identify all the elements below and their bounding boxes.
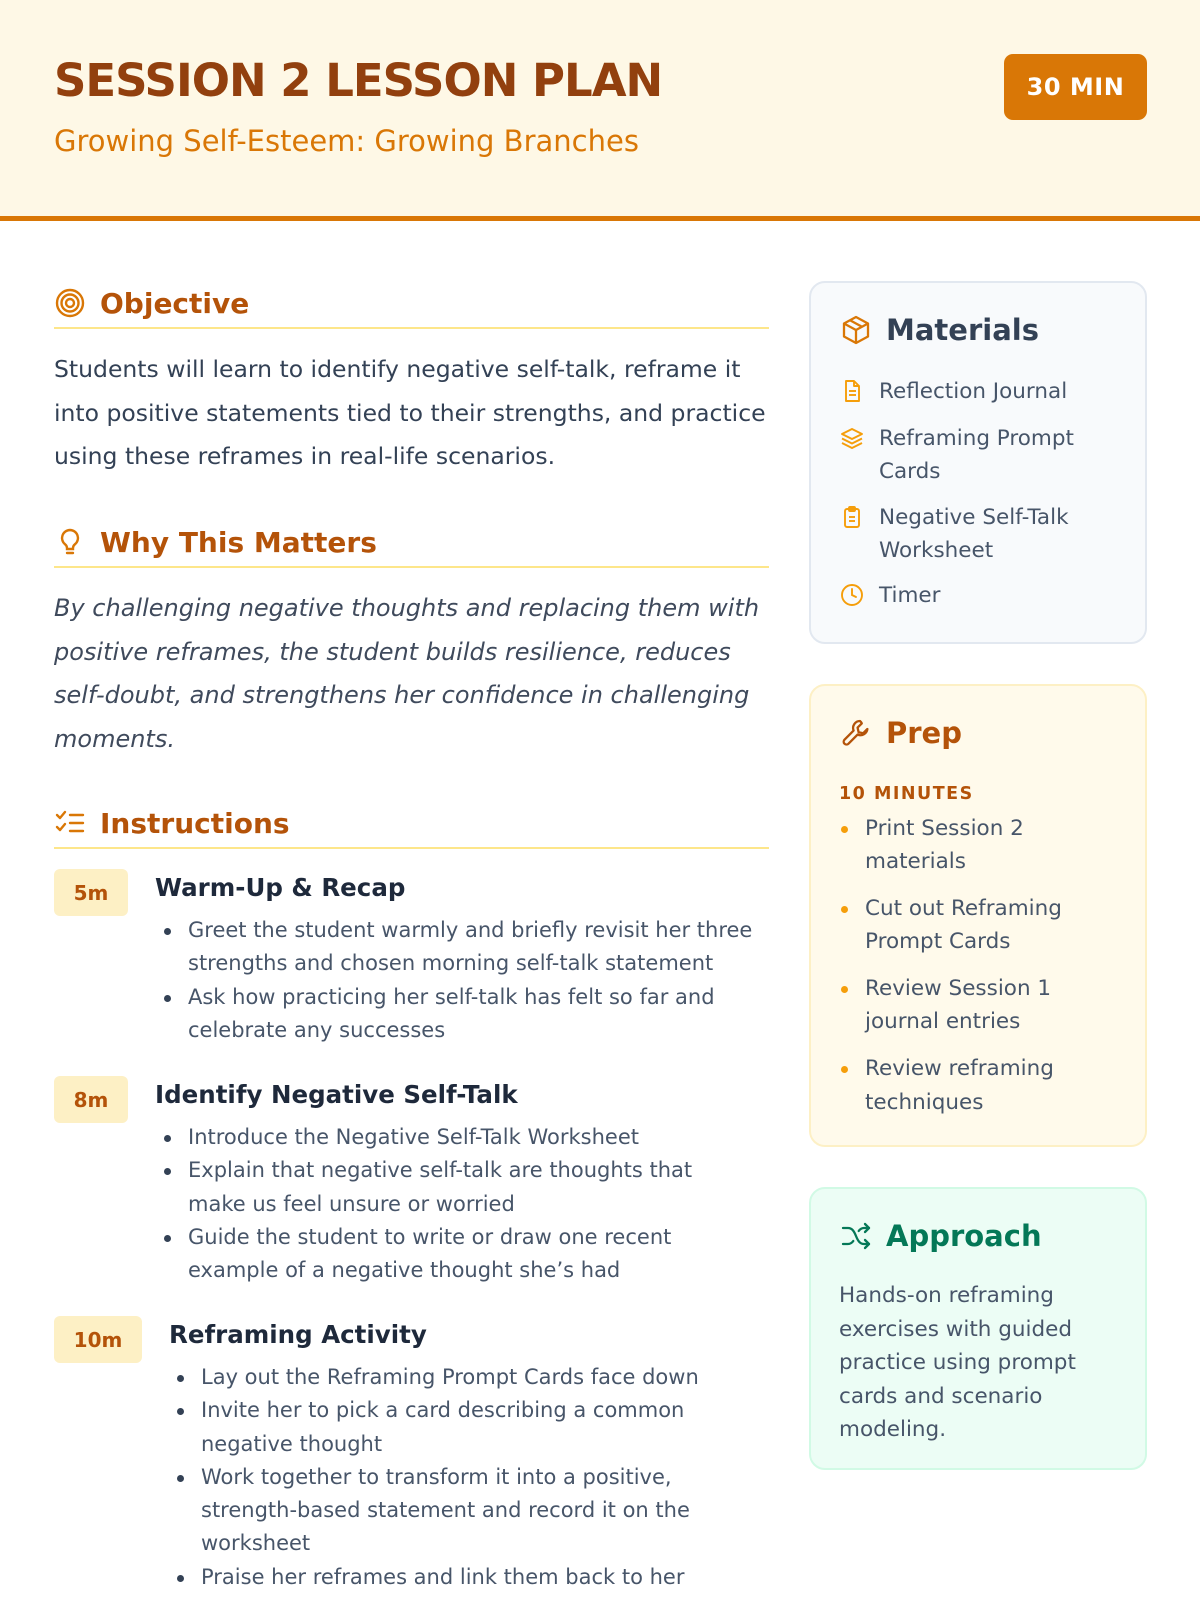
instructions-heading-label: Instructions	[100, 806, 290, 840]
materials-item	[839, 375, 1139, 408]
step-bullet: Invite her to pick a card describing a common negative thought	[169, 1394, 769, 1461]
materials-item	[839, 579, 1139, 612]
step-bullet-list	[169, 1361, 769, 1594]
step-bullet-list	[156, 1121, 756, 1287]
step-bullet: Work together to transform it into a positive, strength-based statement and record it on the worksheet	[169, 1461, 769, 1561]
prep-item: Review reframing techniques	[839, 1052, 1129, 1119]
step-bullet: Praise her reframes and link them back to her	[169, 1561, 769, 1594]
page-title: SESSION 2 LESSON PLAN	[54, 54, 663, 107]
materials-item-label: Reflection Journal	[879, 379, 1068, 404]
materials-card	[809, 281, 1147, 644]
document-icon	[839, 378, 865, 404]
approach-heading-label: Approach	[886, 1219, 1042, 1253]
objective-heading	[54, 279, 769, 329]
prep-heading	[839, 716, 962, 750]
objective-heading-label: Objective	[100, 286, 250, 320]
step-bullet: Greet the student warmly and briefly revisit her three strengths and chosen morning self-talk statement	[156, 914, 756, 981]
materials-item	[839, 422, 1139, 489]
why-heading-label: Why This Matters	[100, 525, 377, 559]
box-icon	[839, 313, 873, 347]
prep-item: Review Session 1 journal entries	[839, 972, 1129, 1039]
step-title: Reframing Activity	[169, 1320, 427, 1349]
materials-item-label: Reframing Prompt Cards	[879, 426, 1074, 485]
duration-badge: 30 MIN	[1004, 54, 1147, 120]
lightbulb-icon	[54, 526, 86, 558]
step-time-badge: 10m	[54, 1316, 142, 1363]
target-icon	[54, 287, 86, 319]
step-bullet: Introduce the Negative Self-Talk Worksheet	[156, 1121, 756, 1154]
step-bullet-list	[156, 914, 756, 1047]
step-time-badge: 5m	[54, 869, 128, 916]
header	[0, 0, 1200, 221]
wrench-icon	[839, 716, 873, 750]
prep-item: Print Session 2 materials	[839, 812, 1129, 879]
step-bullet: Guide the student to write or draw one recent example of a negative thought she’s had	[156, 1221, 756, 1288]
approach-card	[809, 1187, 1147, 1470]
approach-heading	[839, 1219, 1042, 1253]
clipboard-icon	[839, 504, 865, 530]
prep-item: Cut out Reframing Prompt Cards	[839, 892, 1129, 959]
shuffle-icon	[839, 1219, 873, 1253]
approach-text: Hands-on reframing exercises with guided practice using prompt cards and scenario modeling.	[839, 1283, 1076, 1443]
materials-item-label: Negative Self-Talk Worksheet	[879, 505, 1069, 564]
why-heading	[54, 518, 769, 568]
checklist-icon	[54, 807, 86, 839]
why-text: By challenging negative thoughts and replacing them with positive reframes, the student builds resilience, reduces self-doubt, and strengthens her confidence in challenging moments.	[54, 594, 760, 753]
materials-item	[839, 501, 1139, 568]
materials-heading	[839, 313, 1039, 347]
materials-item-label: Timer	[879, 583, 941, 608]
step-title: Warm-Up & Recap	[155, 873, 406, 902]
layers-icon	[839, 425, 865, 451]
step-time-badge: 8m	[54, 1076, 128, 1123]
clock-icon	[839, 582, 865, 608]
instructions-heading	[54, 799, 769, 849]
step-title: Identify Negative Self-Talk	[155, 1080, 518, 1109]
prep-list	[839, 812, 1129, 1132]
prep-duration: 10 MINUTES	[839, 784, 974, 804]
prep-heading-label: Prep	[886, 716, 962, 750]
materials-heading-label: Materials	[886, 313, 1039, 347]
prep-card	[809, 684, 1147, 1147]
page-subtitle: Growing Self-Esteem: Growing Branches	[54, 124, 639, 158]
step-bullet: Lay out the Reframing Prompt Cards face down	[169, 1361, 769, 1394]
step-bullet: Explain that negative self-talk are thoughts that make us feel unsure or worried	[156, 1154, 756, 1221]
step-bullet: Ask how practicing her self-talk has felt so far and celebrate any successes	[156, 981, 756, 1048]
objective-text: Students will learn to identify negative self-talk, reframe it into positive statements tied to their strengths, and practice using these reframes in real-life scenarios.	[54, 355, 766, 470]
